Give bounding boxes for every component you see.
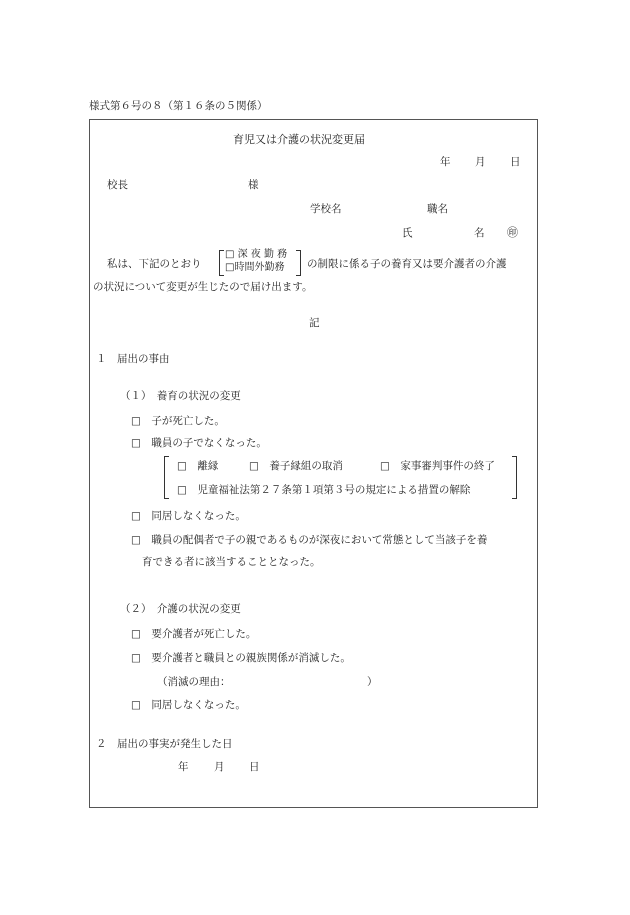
sub-2-item-2: □ 要介護者と職員との親族関係が消滅した。	[131, 652, 351, 664]
occurrence-day: 日	[249, 761, 260, 773]
name-label-2: 名	[474, 227, 485, 239]
section-1-heading: １ 届出の事由	[96, 353, 170, 365]
sub-1-item-1: □ 子が死亡した。	[131, 415, 225, 427]
option-bracket-right	[296, 250, 301, 276]
occurrence-month: 月	[214, 761, 225, 773]
ki-heading: 記	[309, 317, 320, 329]
seal-mark: ㊞	[507, 226, 518, 239]
sub-2-item-3: □ 同居しなくなった。	[131, 699, 246, 711]
bracket-item-family-court: □ 家事審判事件の終了	[380, 460, 495, 472]
date-day: 日	[510, 156, 521, 168]
option-bracket-left	[219, 250, 224, 276]
occurrence-year: 年	[178, 761, 189, 773]
date-year: 年	[440, 156, 451, 168]
intro-text-before: 私は、下記のとおり	[107, 258, 202, 270]
recipient-honorific: 様	[248, 179, 259, 191]
form-title: 育児又は介護の状況変更届	[233, 133, 365, 146]
intro-text-after: の制限に係る子の養育又は要介護者の介護	[307, 258, 507, 270]
option-overtime: □時間外勤務	[225, 262, 285, 273]
sub-1-item-3: □ 同居しなくなった。	[131, 510, 246, 522]
sub-2-item-1: □ 要介護者が死亡した。	[131, 628, 257, 640]
reason-bracket-right	[512, 456, 517, 499]
reason-open: （消滅の理由：	[157, 676, 231, 688]
bracket-item-divorce: □ 離縁	[177, 460, 219, 472]
option-late-night: □ 深 夜 勤 務	[225, 249, 288, 260]
date-month: 月	[475, 156, 486, 168]
reason-close: ）	[367, 676, 378, 688]
bracket-item-child-welfare: □ 児童福祉法第２７条第１項第３号の規定による措置の解除	[177, 484, 471, 496]
name-label-1: 氏	[402, 227, 413, 239]
sub-1-item-2: □ 職員の子でなくなった。	[131, 437, 267, 449]
sub-1-heading: （１） 養育の状況の変更	[120, 390, 241, 402]
bracket-item-adoption-cancel: □ 養子縁組の取消	[249, 460, 343, 472]
reason-bracket-left	[164, 456, 169, 499]
sub-2-heading: （２） 介護の状況の変更	[120, 603, 241, 615]
intro-line-2: の状況について変更が生じたので届け出ます。	[93, 281, 313, 293]
position-label: 職名	[427, 203, 448, 215]
form-label: 様式第６号の８（第１６条の５関係）	[89, 100, 268, 112]
section-2-heading: ２ 届出の事実が発生した日	[96, 738, 233, 750]
school-name-label: 学校名	[310, 203, 342, 215]
sub-1-item-4-line-1: □ 職員の配偶者で子の親であるものが深夜において常態として当該子を養	[131, 534, 488, 546]
sub-1-item-4-line-2: 育できる者に該当することとなった。	[142, 556, 321, 568]
recipient-label: 校長	[107, 179, 128, 191]
